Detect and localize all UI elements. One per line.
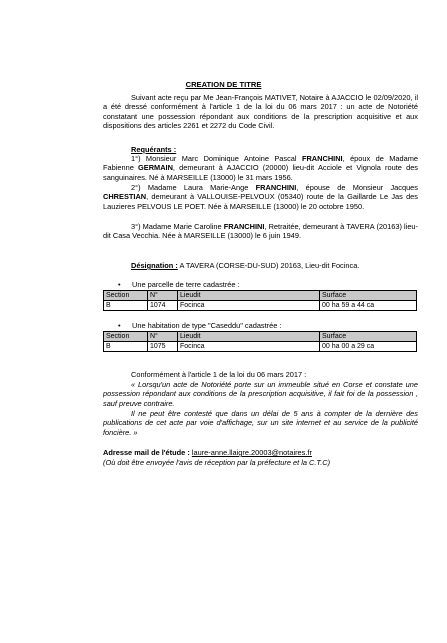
adresse-label: Adresse mail de l'étude : [103,448,190,457]
requerant-3-name: FRANCHINI [223,222,265,231]
bullet-parcelle-text: Une parcelle de terre cadastrée : [132,280,240,289]
table-habitation [103,331,417,352]
intro-paragraph [103,93,418,131]
cell-section: B [104,342,148,352]
header-lieudit: Lieudit [178,332,320,342]
bullet-icon: • [118,280,121,289]
requerants-label: Requérants : [131,145,177,154]
cell-section: B [104,301,148,311]
requerant-2-name2: CHRESTIAN [103,192,147,202]
requerant-2-mid: , épouse de Monsieur Jacques [296,183,418,192]
adresse-note-text: (Où doit être envoyée l'avis de réception par la préfecture et la C.T.C) [103,458,331,467]
bullet-habitation [118,321,281,330]
requerant-1-rest: , demeurant à AJACCIO (20000) lieu-dit Acciole et Vignola route des sanguinaires. Né à MARSEILLE (13000) le 31 mars 1956. [103,163,419,182]
requerant-2 [103,183,418,211]
header-surface: Surface [320,291,417,301]
adresse-email-link[interactable]: laure-anne.llaigre.20003@notaires.fr [191,448,312,457]
header-numero: N° [148,291,178,301]
header-section: Section [104,332,148,342]
bullet-icon: • [118,321,121,330]
cell-numero: 1074 [148,301,178,311]
header-numero: N° [148,332,178,342]
requerant-3 [103,222,418,241]
requerant-2-name: FRANCHINI [255,183,297,192]
bullet-habitation-text: Une habitation de type "Caseddu" cadastrée : [132,321,282,330]
header-lieudit: Lieudit [178,291,320,301]
cell-numero: 1075 [148,342,178,352]
conformement-line [103,370,418,379]
quote-1-text: « Lorsqu'un acte de Notoriété porte sur un immeuble situé en Corse et constate une possession répondant aux conditions de la prescription acquisitive, il fait foi de la possession , sauf preuve contraire. [103,380,418,408]
designation [103,261,418,270]
adresse-note [103,458,418,467]
requerants-heading [103,145,418,154]
bullet-parcelle [118,280,240,289]
table-row [104,342,417,352]
requerant-2-rest: , demeurant à VALLOUISE-PELVOUX (05340) route de la Gaillarde Le Jas des Lauzieres PELVOUS LE POET. Née à MARSEILLE (13000) le 20 octobre 1950. [103,192,418,211]
cell-surface: 00 ha 59 a 44 ca [320,301,417,311]
quote-paragraph-1 [103,380,418,408]
requerant-3-rest: , Retraitée, demeurant à TAVERA (20163) lieu-dit Casa Vecchia. Née à MARSEILLE (13000) le 6 juin 1949. [103,222,418,241]
table-row [104,301,417,311]
requerant-1-prefix: 1°) Monsieur Marc Dominique Antoine Pascal [131,154,302,163]
cell-surface: 00 ha 00 a 29 ca [320,342,417,352]
table-parcelle [103,290,417,311]
requerant-1-name: FRANCHINI [301,154,343,163]
requerant-1-name2: GERMAIN [138,163,173,173]
conformement-text: Conformément à l'article 1 de la loi du 06 mars 2017 : [131,370,307,379]
header-section: Section [104,291,148,301]
intro-text: Suivant acte reçu par Me Jean-François MATIVET, Notaire à AJACCIO le 02/09/2020, il a été dressé conformément à l'article 1 de la loi du 06 mars 2017 : un acte de Notoriété constatant une possession répondant aux conditions de la prescription acquisitive et aux dispositions des articles 2261 et 2272 du Code Civil. [103,93,418,131]
header-surface: Surface [320,332,417,342]
quote-2-text: Il ne peut être contesté que dans un délai de 5 ans à compter de la dernière des publications de cet acte par voie d'affichage, sur un site internet et au service de la publicité foncière. » [103,409,418,437]
table-header-row [104,332,417,342]
quote-paragraph-2 [103,409,418,437]
cell-lieudit: Focinca [178,342,320,352]
cell-lieudit: Focinca [178,301,320,311]
adresse-line [103,448,418,457]
table-header-row [104,291,417,301]
requerant-1 [103,154,418,182]
requerant-3-prefix: 3°) Madame Marie Caroline [131,222,224,231]
requerant-2-prefix: 2°) Madame Laura Marie-Ange [131,183,256,192]
requerant-1-mid: , époux de Madame Fabienne [103,154,418,173]
designation-label: Désignation : [131,261,178,270]
designation-text: A TAVERA (CORSE-DU-SUD) 20163, Lieu-dit Focinca. [177,261,360,270]
document-title: CREATION DE TITRE [185,80,262,89]
